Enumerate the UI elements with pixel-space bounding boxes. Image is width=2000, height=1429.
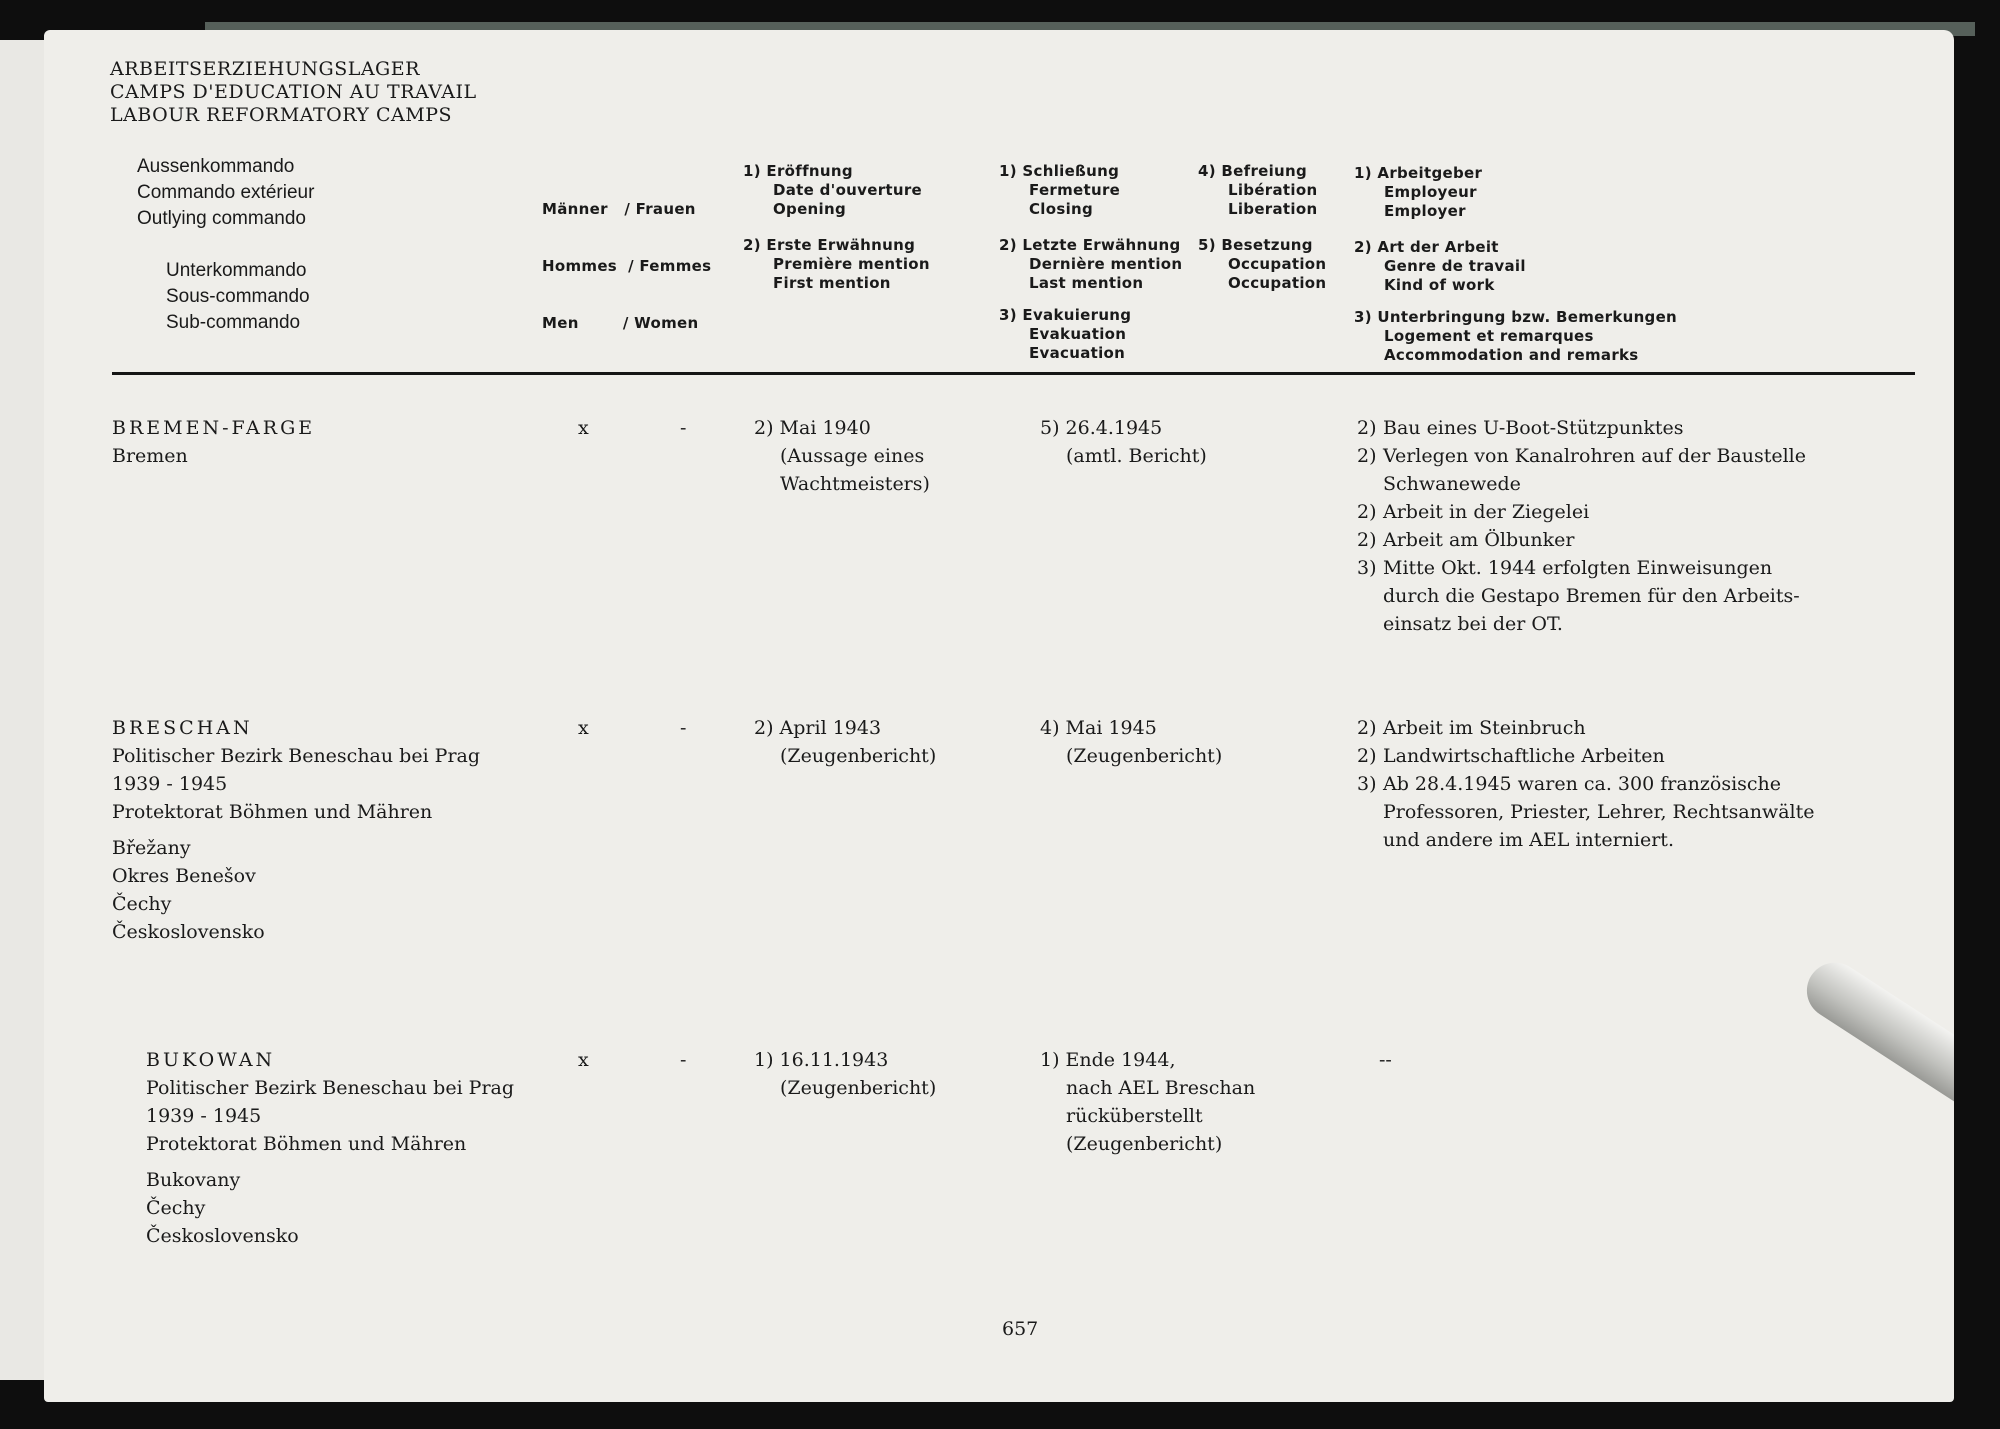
title-line-de: ARBEITSERZIEHUNGSLAGER <box>110 58 420 80</box>
opening-column-header: 1) Eröffnung Date d'ouverture Opening <box>743 162 923 218</box>
men-mark: x <box>578 1049 589 1071</box>
title-line-en: LABOUR REFORMATORY CAMPS <box>110 104 453 126</box>
closing-date: 5) 26.4.1945 (amtl. Bericht) <box>1040 417 1207 467</box>
header-divider-rule <box>112 372 1915 375</box>
men-mark: x <box>578 417 589 439</box>
closing-date: 4) Mai 1945 (Zeugenbericht) <box>1040 717 1223 767</box>
remark-line: 3) Mitte Okt. 1944 erfolgten Einweisungen <box>1357 557 1773 579</box>
sub-commando-header: Unterkommando Sous-commando Sub-commando <box>166 260 310 333</box>
kind-of-work-column-header: 2) Art der Arbeit Genre de travail Kind of work <box>1354 238 1526 294</box>
page-number: 657 <box>1002 1318 1039 1340</box>
women-mark: - <box>680 417 687 439</box>
remark-line: 2) Arbeit im Steinbruch <box>1357 717 1586 739</box>
document-page <box>44 30 1954 1402</box>
last-mention-column-header: 2) Letzte Erwähnung Dernière mention Last mention <box>999 236 1183 292</box>
remarks: 2) Bau eines U-Boot-Stützpunktes 2) Verlegen von Kanalrohren auf der Baustelle Schwanewede 2) Arbeit in der Ziegelei 2) Arbeit am Ölbunker 3) Mitte Okt. 1944 erfolgten Einweisungen durch die Gestapo Bremen für den Arbeits- einsatz bei der OT. <box>1357 414 1806 638</box>
outlying-commando-header: Aussenkommando Commando extérieur Outlying commando <box>137 156 315 229</box>
remark-line: 2) Bau eines U-Boot-Stützpunktes <box>1357 417 1684 439</box>
camp-name: BREMEN-FARGE <box>112 417 316 439</box>
opening-date: 2) April 1943 (Zeugenbericht) <box>754 717 937 767</box>
closing-date: 1) Ende 1944, nach AEL Breschan rücküberstellt (Zeugenbericht) <box>1040 1049 1256 1155</box>
liberation-column-header: 4) Befreiung Libération Liberation <box>1198 162 1318 218</box>
remark-line: 2) Verlegen von Kanalrohren auf der Baustelle <box>1357 445 1807 467</box>
occupation-column-header: 5) Besetzung Occupation Occupation <box>1198 236 1327 292</box>
entry-location: BREMEN-FARGE Bremen <box>112 414 315 470</box>
women-mark: - <box>680 1049 687 1071</box>
sex-column-header: Männer / Frauen Hommes / Femmes Men / Women <box>542 200 712 332</box>
evacuation-column-header: 3) Evakuierung Evakuation Evacuation <box>999 306 1132 362</box>
remark-line: 2) Arbeit in der Ziegelei <box>1357 501 1590 523</box>
remarks: -- <box>1379 1049 1392 1071</box>
pen-tip <box>1796 952 1954 1184</box>
women-mark: - <box>680 717 687 739</box>
entry-location: BRESCHAN Politischer Bezirk Beneschau bei Prag 1939 - 1945 Protektorat Böhmen und Mähren Břežany Okres Benešov Čechy Československo <box>112 714 480 946</box>
remarks-column-header: 3) Unterbringung bzw. Bemerkungen Logement et remarques Accommodation and remarks <box>1354 308 1678 364</box>
remarks: 2) Arbeit im Steinbruch 2) Landwirtschaftliche Arbeiten 3) Ab 28.4.1945 waren ca. 300 französische Professoren, Priester, Lehrer, Rechtsanwälte und andere im AEL interniert. <box>1357 714 1814 854</box>
camp-name: BUKOWAN <box>146 1049 276 1071</box>
document-title <box>110 58 477 127</box>
opening-date: 1) 16.11.1943 (Zeugenbericht) <box>754 1049 937 1099</box>
title-line-fr: CAMPS D'EDUCATION AU TRAVAIL <box>110 81 477 103</box>
employer-column-header: 1) Arbeitgeber Employeur Employer <box>1354 164 1483 220</box>
remark-line: 2) Arbeit am Ölbunker <box>1357 529 1575 551</box>
first-mention-column-header: 2) Erste Erwähnung Première mention First mention <box>743 236 930 292</box>
entry-location: BUKOWAN Politischer Bezirk Beneschau bei Prag 1939 - 1945 Protektorat Böhmen und Mähren Bukovany Čechy Československo <box>146 1046 514 1250</box>
remark-line: 3) Ab 28.4.1945 waren ca. 300 französische <box>1357 773 1782 795</box>
opening-date: 2) Mai 1940 (Aussage eines Wachtmeisters) <box>754 417 930 495</box>
camp-name: BRESCHAN <box>112 717 253 739</box>
closing-column-header: 1) Schließung Fermeture Closing <box>999 162 1121 218</box>
remark-line: 2) Landwirtschaftliche Arbeiten <box>1357 745 1665 767</box>
men-mark: x <box>578 717 589 739</box>
